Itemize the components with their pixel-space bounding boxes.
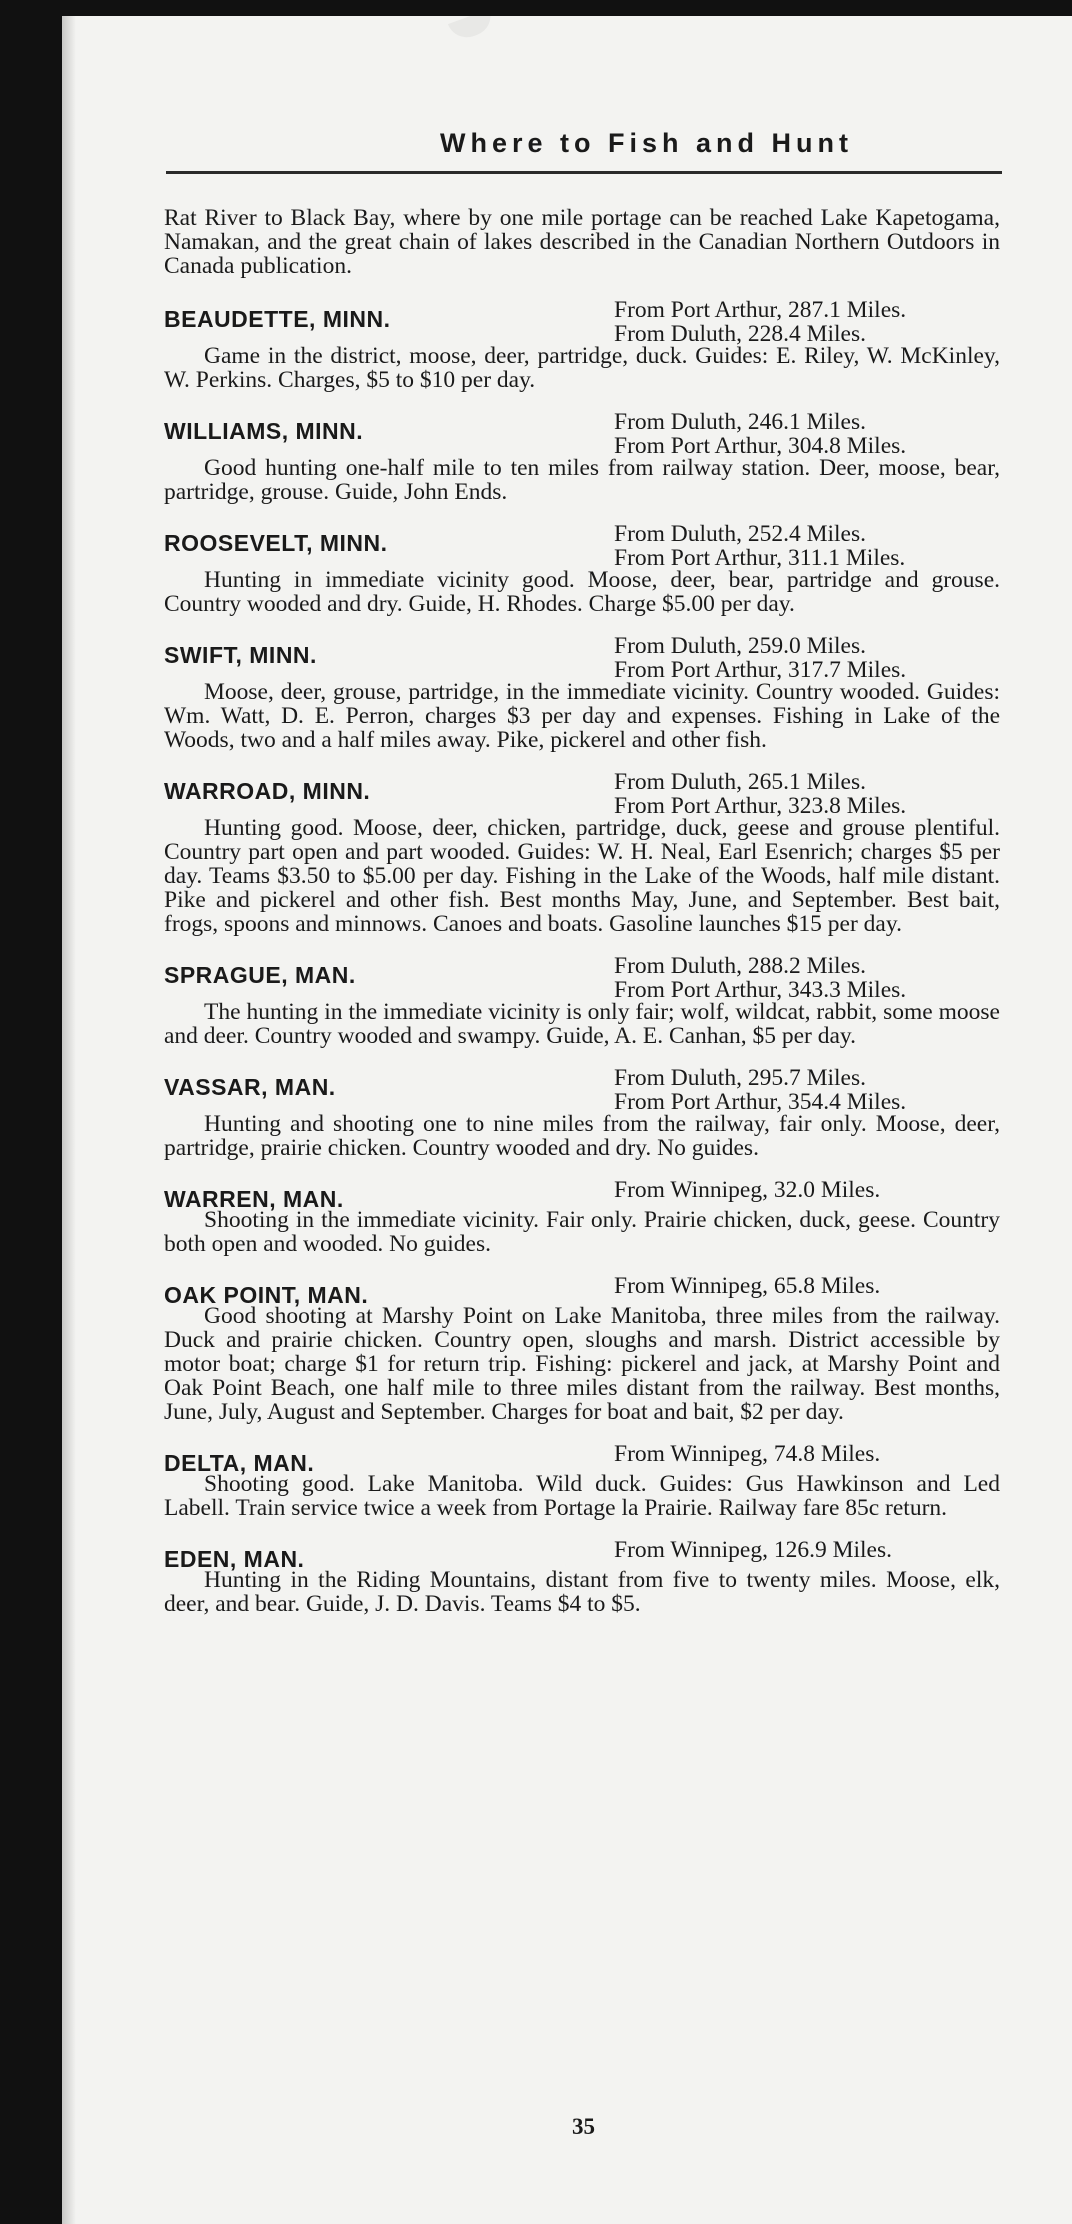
place-name: DELTA, MAN. <box>164 1450 315 1476</box>
entry-williams <box>164 410 1000 504</box>
page-corner-mark <box>448 16 496 43</box>
place-name: SPRAGUE, MAN. <box>164 962 356 988</box>
distance-line: From Port Arthur, 354.4 Miles. <box>614 1089 907 1115</box>
entry-description: Hunting in immediate vicinity good. Moose, deer, bear, partridge and grouse. Country wooded and dry. Guide, H. Rhodes. Charge $5.00 per day. <box>164 567 1000 617</box>
page-number: 35 <box>572 2114 595 2139</box>
entry-description: Hunting in the Riding Mountains, distant from five to twenty miles. Moose, elk, deer, and bear. Guide, J. D. Davis. Teams $4 to $5. <box>164 1567 1000 1617</box>
distance-line: From Port Arthur, 323.8 Miles. <box>614 793 907 819</box>
entry-sprague <box>164 954 1000 1048</box>
place-name: WARROAD, MINN. <box>164 778 371 804</box>
page-content <box>164 206 1000 1634</box>
entry-delta <box>164 1442 1000 1520</box>
distance-line: From Port Arthur, 317.7 Miles. <box>614 657 907 683</box>
distance-line: From Duluth, 288.2 Miles. <box>614 953 866 979</box>
entry-description: Good hunting one-half mile to ten miles from railway station. Deer, moose, bear, partridge, grouse. Guide, John Ends. <box>164 455 1000 505</box>
entry-beaudette <box>164 298 1000 392</box>
entry-swift <box>164 634 1000 752</box>
distance-line: From Duluth, 295.7 Miles. <box>614 1065 866 1091</box>
place-name: WARREN, MAN. <box>164 1186 344 1212</box>
distance-list <box>614 1066 906 1114</box>
place-name: ROOSEVELT, MINN. <box>164 530 388 556</box>
place-name: OAK POINT, MAN. <box>164 1282 369 1308</box>
entry-description: The hunting in the immediate vicinity is only fair; wolf, wildcat, rabbit, some moose and deer. Country wooded and swampy. Guide, A. E. Canhan, $5 per day. <box>164 999 1000 1049</box>
entry-description: Good shooting at Marshy Point on Lake Manitoba, three miles from the railway. Duck and prairie chicken. Country open, sloughs and marsh. District accessible by motor boat; charge $1 for return trip. Fishing: pickerel and jack, at Marshy Point and Oak Point Beach, one half mile to three miles distant from the railway. Best months, June, July, August and September. Charges for boat and bait, $2 per day. <box>164 1303 1000 1425</box>
distance-list <box>614 1442 880 1466</box>
distance-line: From Duluth, 252.4 Miles. <box>614 521 866 547</box>
entry-warroad <box>164 770 1000 936</box>
distance-list <box>614 522 905 570</box>
place-name: VASSAR, MAN. <box>164 1074 336 1100</box>
distance-list <box>614 954 906 1002</box>
distance-line: From Winnipeg, 65.8 Miles. <box>614 1273 881 1299</box>
distance-line: From Port Arthur, 287.1 Miles. <box>614 297 907 323</box>
intro-paragraph: Rat River to Black Bay, where by one mile portage can be reached Lake Kapetogama, Namakan, and the great chain of lakes described in the Canadian Northern Outdoors in Canada publication. <box>164 205 1000 279</box>
distance-list <box>614 634 906 682</box>
header-rule <box>166 171 1002 174</box>
distance-line: From Port Arthur, 304.8 Miles. <box>614 433 907 459</box>
book-page <box>62 16 1072 2224</box>
distance-line: From Duluth, 265.1 Miles. <box>614 769 866 795</box>
place-name: EDEN, MAN. <box>164 1546 305 1572</box>
place-name: WILLIAMS, MINN. <box>164 418 364 444</box>
entry-description: Hunting and shooting one to nine miles from the railway, fair only. Moose, deer, partridge, prairie chicken. Country wooded and dry. No guides. <box>164 1111 1000 1161</box>
distance-line: From Winnipeg, 126.9 Miles. <box>614 1537 893 1563</box>
distance-line: From Port Arthur, 343.3 Miles. <box>614 977 907 1003</box>
distance-line: From Port Arthur, 311.1 Miles. <box>614 545 906 571</box>
place-name: BEAUDETTE, MINN. <box>164 306 391 332</box>
entry-description: Moose, deer, grouse, partridge, in the immediate vicinity. Country wooded. Guides: Wm. Watt, D. E. Perron, charges $3 per day and expenses. Fishing in Lake of the Woods, two and a half miles away. Pike, pickerel and other fish. <box>164 679 1000 753</box>
running-title: Where to Fish and Hunt <box>440 128 853 158</box>
distance-list <box>614 770 906 818</box>
entry-description: Game in the district, moose, deer, partridge, duck. Guides: E. Riley, W. McKinley, W. Perkins. Charges, $5 to $10 per day. <box>164 343 1000 393</box>
entry-vassar <box>164 1066 1000 1160</box>
entry-description: Hunting good. Moose, deer, chicken, partridge, duck, geese and grouse plentiful. Country part open and part wooded. Guides: W. H. Neal, Earl Esenrich; charges $5 per day. Teams $3.50 to $5.00 per day. Fishing in the Lake of the Woods, half mile distant. Pike and pickerel and other fish. Best months May, June, and September. Best bait, frogs, spoons and minnows. Canoes and boats. Gasoline launches $15 per day. <box>164 815 1000 937</box>
distance-list <box>614 410 906 458</box>
distance-line: From Duluth, 246.1 Miles. <box>614 409 866 435</box>
entry-description: Shooting in the immediate vicinity. Fair only. Prairie chicken, duck, geese. Country both open and wooded. No guides. <box>164 1207 1000 1257</box>
distance-line: From Duluth, 228.4 Miles. <box>614 321 866 347</box>
distance-line: From Winnipeg, 74.8 Miles. <box>614 1441 881 1467</box>
binding-shadow <box>62 16 76 2224</box>
distance-list <box>614 1274 880 1298</box>
distance-list <box>614 1538 892 1562</box>
entry-description: Shooting good. Lake Manitoba. Wild duck. Guides: Gus Hawkinson and Led Labell. Train service twice a week from Portage la Prairie. Railway fare 85c return. <box>164 1471 1000 1521</box>
entry-oak-point <box>164 1274 1000 1424</box>
entry-eden <box>164 1538 1000 1616</box>
distance-list <box>614 298 906 346</box>
distance-list <box>614 1178 880 1202</box>
entry-warren <box>164 1178 1000 1256</box>
entry-roosevelt <box>164 522 1000 616</box>
place-name: SWIFT, MINN. <box>164 642 317 668</box>
distance-line: From Winnipeg, 32.0 Miles. <box>614 1177 881 1203</box>
distance-line: From Duluth, 259.0 Miles. <box>614 633 866 659</box>
